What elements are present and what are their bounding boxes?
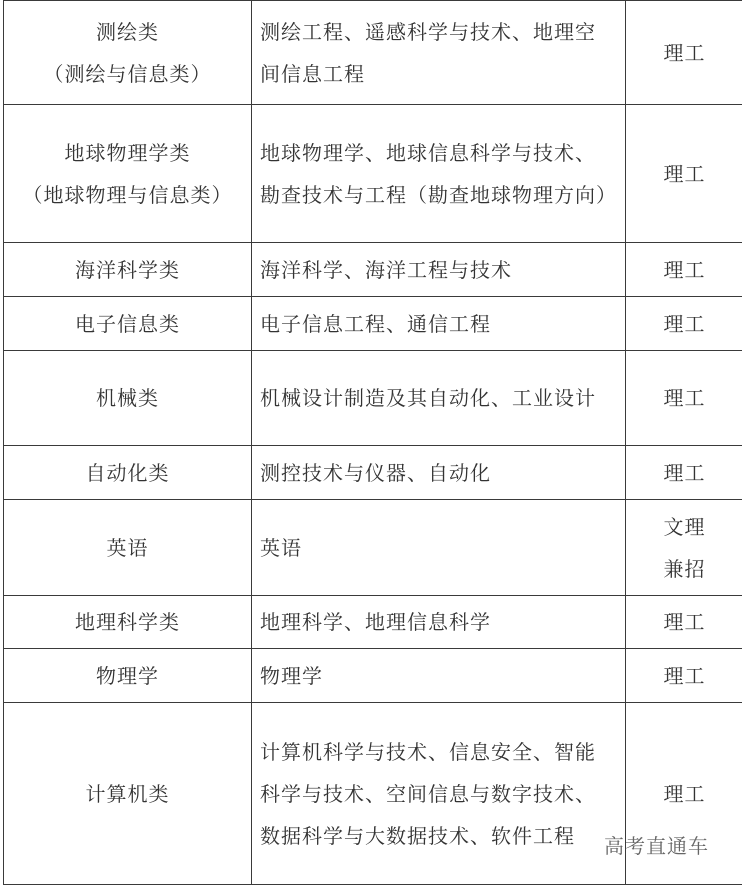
category-cell (4, 1, 252, 105)
category-subname: （测绘与信息类） (4, 53, 251, 95)
type-label: 理工 (663, 153, 707, 195)
type-label: 理工 (663, 452, 707, 494)
majors-cell: 测控技术与仪器、自动化 (252, 446, 626, 500)
type-label: 理工 (663, 249, 707, 291)
majors-table (3, 0, 742, 885)
type-label: 理工 (663, 32, 707, 74)
majors-cell: 物理学 (252, 649, 626, 703)
category-subname: （地球物理与信息类） (4, 174, 251, 216)
type-label: 理工 (663, 377, 707, 419)
type-cell (626, 243, 742, 297)
category-cell: 机械类 (4, 351, 252, 446)
category-cell: 英语 (4, 500, 252, 596)
type-cell (626, 446, 742, 500)
type-label: 理工 (663, 655, 707, 697)
category-name: 测绘类 (4, 11, 251, 53)
type-label: 理工 (663, 303, 707, 345)
type-cell (626, 500, 742, 596)
type-cell (626, 351, 742, 446)
table-row (4, 243, 742, 297)
type-label: 文理兼招 (663, 506, 707, 590)
table-row (4, 297, 742, 351)
majors-cell: 海洋科学、海洋工程与技术 (252, 243, 626, 297)
majors-cell: 计算机科学与技术、信息安全、智能科学与技术、空间信息与数字技术、数据科学与大数据技术、软件工程 (252, 703, 626, 885)
type-label: 理工 (663, 773, 707, 815)
category-cell: 物理学 (4, 649, 252, 703)
majors-cell: 测绘工程、遥感科学与技术、地理空间信息工程 (252, 1, 626, 105)
majors-cell: 机械设计制造及其自动化、工业设计 (252, 351, 626, 446)
majors-cell: 地理科学、地理信息科学 (252, 596, 626, 649)
watermark-text: 高考直通车 (604, 830, 709, 859)
table-row (4, 596, 742, 649)
category-cell: 地理科学类 (4, 596, 252, 649)
category-cell: 海洋科学类 (4, 243, 252, 297)
table-row (4, 351, 742, 446)
type-cell (626, 297, 742, 351)
category-cell: 电子信息类 (4, 297, 252, 351)
type-label: 理工 (663, 601, 707, 643)
majors-cell: 地球物理学、地球信息科学与技术、勘查技术与工程（勘查地球物理方向） (252, 105, 626, 243)
type-cell (626, 1, 742, 105)
majors-cell: 英语 (252, 500, 626, 596)
category-cell (4, 105, 252, 243)
majors-cell: 电子信息工程、通信工程 (252, 297, 626, 351)
type-cell (626, 105, 742, 243)
category-name: 地球物理学类 (4, 132, 251, 174)
category-cell: 自动化类 (4, 446, 252, 500)
table-row (4, 649, 742, 703)
category-cell: 计算机类 (4, 703, 252, 885)
table-row (4, 105, 742, 243)
table-row (4, 500, 742, 596)
type-cell (626, 649, 742, 703)
table-row (4, 446, 742, 500)
type-cell (626, 596, 742, 649)
table-row (4, 1, 742, 105)
